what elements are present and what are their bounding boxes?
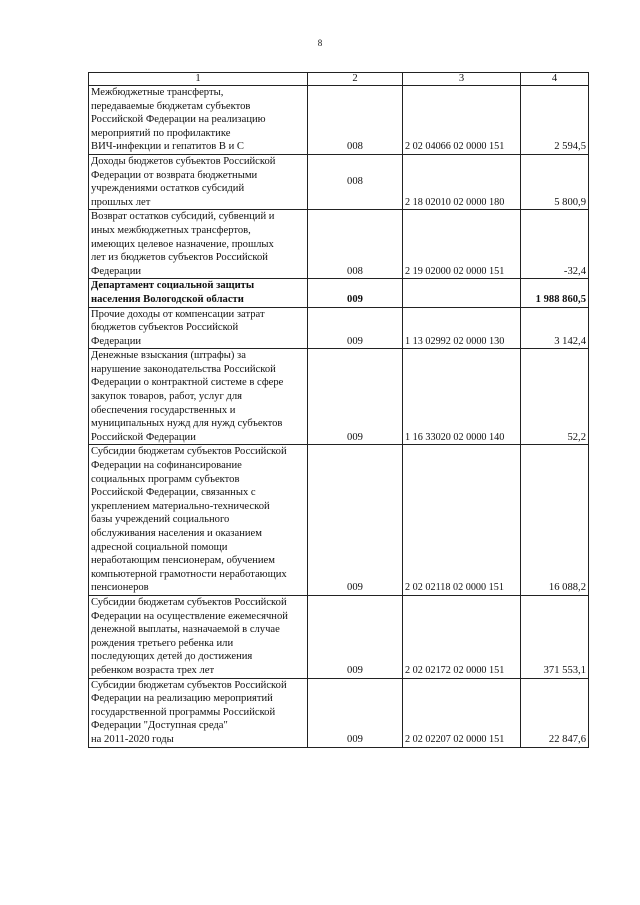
row-admin-code: 009 [308, 445, 403, 596]
row-admin-code: 009 [308, 307, 403, 349]
row-amount: 16 088,2 [521, 445, 589, 596]
row-admin-code: 009 [308, 595, 403, 678]
row-classification-code: 2 02 02207 02 0000 151 [403, 678, 521, 747]
table-row [89, 210, 589, 279]
row-name: Возврат остатков субсидий, субвенций и иных межбюджетных трансфертов, имеющих целевое назначение, прошлых лет из бюджетов субъектов Российской Федерации [89, 210, 308, 279]
table-row [89, 349, 589, 445]
table-row [89, 307, 589, 349]
department-admin-code: 009 [308, 279, 403, 307]
row-classification-code: 2 02 04066 02 0000 151 [403, 86, 521, 155]
row-classification-code: 1 13 02992 02 0000 130 [403, 307, 521, 349]
row-amount: 22 847,6 [521, 678, 589, 747]
row-classification-code: 2 19 02000 02 0000 151 [403, 210, 521, 279]
row-amount: 2 594,5 [521, 86, 589, 155]
column-header: 2 [308, 73, 403, 86]
row-classification-code: 2 02 02118 02 0000 151 [403, 445, 521, 596]
table-row-department [89, 279, 589, 307]
row-admin-code: 009 [308, 678, 403, 747]
row-classification-code: 2 02 02172 02 0000 151 [403, 595, 521, 678]
table-row [89, 154, 589, 209]
row-name: Денежные взыскания (штрафы) за нарушение законодательства Российской Федерации о контрактной системе в сфере закупок товаров, работ, услуг для обеспечения государственных и муниципальных нужд для нужд субъектов Российской Федерации [89, 349, 308, 445]
table-row [89, 678, 589, 747]
row-name: Субсидии бюджетам субъектов Российской Федерации на реализацию мероприятий государственной программы Российской Федерации "Доступная среда" на 2011-2020 годы [89, 678, 308, 747]
row-admin-code: 008 [308, 86, 403, 155]
column-header: 1 [89, 73, 308, 86]
revenue-table [88, 72, 589, 748]
row-admin-code: 009 [308, 349, 403, 445]
row-name: Субсидии бюджетам субъектов Российской Федерации на осуществление ежемесячной денежной выплаты, назначаемой в случае рождения третьего ребенка или последующих детей до достижения ребенком возраста трех лет [89, 595, 308, 678]
row-classification-code: 1 16 33020 02 0000 140 [403, 349, 521, 445]
row-amount: 5 800,9 [521, 154, 589, 209]
row-amount: -32,4 [521, 210, 589, 279]
column-header: 4 [521, 73, 589, 86]
column-header: 3 [403, 73, 521, 86]
table-row [89, 445, 589, 596]
table-row [89, 86, 589, 155]
row-admin-code: 008 [308, 210, 403, 279]
row-amount: 3 142,4 [521, 307, 589, 349]
row-classification-code: 2 18 02010 02 0000 180 [403, 154, 521, 209]
department-name: Департамент социальной защиты населения Вологодской области [89, 279, 308, 307]
department-classification-code [403, 279, 521, 307]
row-admin-code: 008 [308, 154, 403, 209]
row-name: Прочие доходы от компенсации затрат бюджетов субъектов Российской Федерации [89, 307, 308, 349]
table-header-row [89, 73, 589, 86]
row-amount: 52,2 [521, 349, 589, 445]
table-row [89, 595, 589, 678]
row-name: Межбюджетные трансферты, передаваемые бюджетам субъектов Российской Федерации на реализацию мероприятий по профилактике ВИЧ-инфекции и гепатитов В и С [89, 86, 308, 155]
row-amount: 371 553,1 [521, 595, 589, 678]
page-number: 8 [317, 38, 323, 48]
row-name: Субсидии бюджетам субъектов Российской Федерации на софинансирование социальных программ субъектов Российской Федерации, связанных с укреплением материально-технической базы учреждений социального обслуживания населения и оказанием адресной социальной помощи неработающим пенсионерам, обучением компьютерной грамотности неработающих пенсионеров [89, 445, 308, 596]
department-total-amount: 1 988 860,5 [521, 279, 589, 307]
row-name: Доходы бюджетов субъектов Российской Федерации от возврата бюджетными учреждениями остатков субсидий прошлых лет [89, 154, 308, 209]
